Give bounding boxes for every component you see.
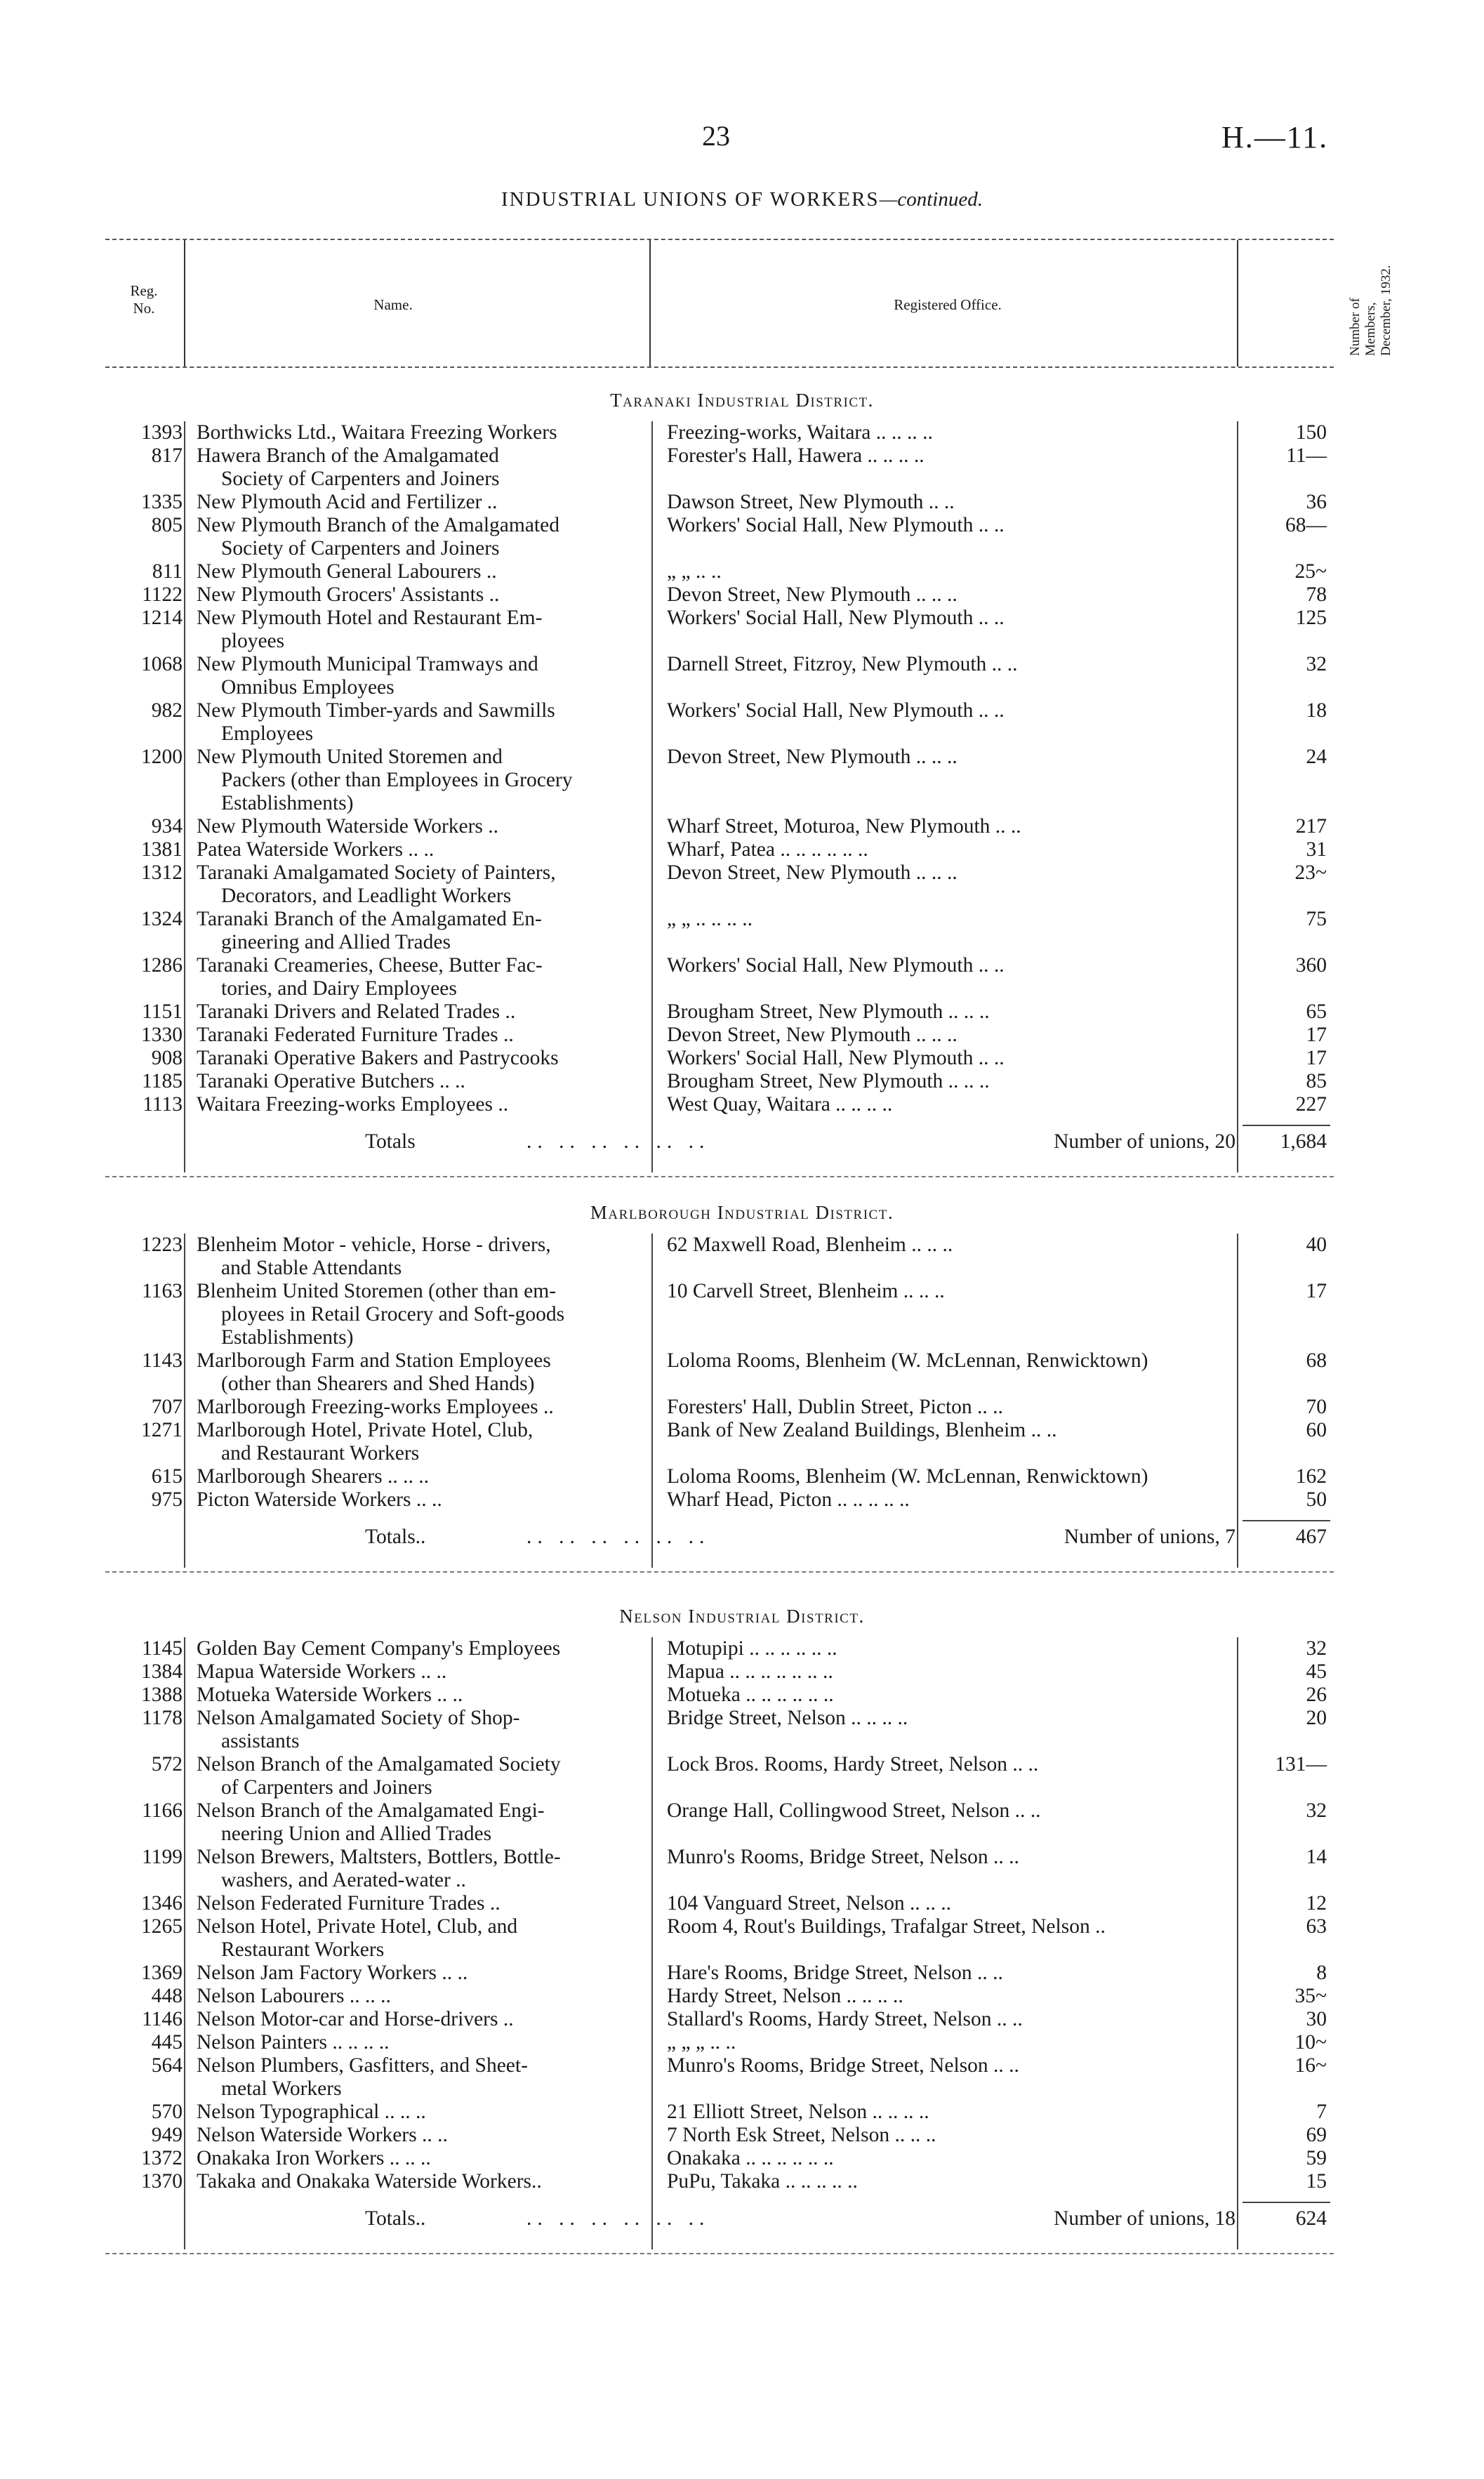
registered-office: 7 North Esk Street, Nelson .. .. .. [667, 2124, 936, 2146]
registered-office: Wharf, Patea .. .. .. .. .. .. [667, 838, 868, 861]
union-name-line: Nelson Waterside Workers .. .. [197, 2124, 448, 2146]
union-name [197, 1093, 639, 1116]
union-name [197, 1000, 639, 1024]
union-name-line: ployees [221, 630, 285, 652]
member-count: 125 [1295, 607, 1327, 629]
registered-office: Motueka .. .. .. .. .. .. [667, 1684, 834, 1706]
reg-number: 1312 [141, 861, 183, 884]
total-rule [1243, 1125, 1330, 1126]
registered-office: Brougham Street, New Plymouth .. .. .. [667, 1000, 990, 1023]
reg-number: 1122 [142, 583, 183, 606]
registered-office: Devon Street, New Plymouth .. .. .. [667, 861, 958, 884]
registered-office: „ „ .. .. [667, 560, 722, 583]
member-count: 85 [1306, 1070, 1327, 1092]
reg-number: 1369 [141, 1962, 183, 1984]
reg-number: 1388 [141, 1684, 183, 1706]
union-name-line: Taranaki Operative Butchers .. .. [197, 1070, 465, 1092]
member-count: 16~ [1294, 2054, 1327, 2077]
title-continued: —continued. [879, 188, 983, 211]
reg-number: 1372 [141, 2147, 183, 2169]
member-count: 17 [1306, 1047, 1327, 1069]
registered-office: Mapua .. .. .. .. .. .. .. [667, 1660, 833, 1683]
union-name-line: Employees [221, 722, 314, 745]
union-count: Number of unions, 18 [1054, 2207, 1235, 2230]
union-name-line: Onakaka Iron Workers .. .. .. [197, 2147, 431, 2169]
reg-number: 1113 [143, 1093, 183, 1116]
reg-number: 811 [152, 560, 183, 583]
union-name-line: Nelson Branch of the Amalgamated Society [197, 1753, 561, 1776]
member-count: 26 [1306, 1684, 1327, 1706]
union-name-line: Nelson Labourers .. .. .. [197, 1985, 391, 2007]
registered-office: Devon Street, New Plymouth .. .. .. [667, 1024, 958, 1046]
reg-number: 564 [151, 2054, 183, 2077]
union-name [197, 2008, 639, 2031]
union-name [197, 1280, 639, 1349]
totals-leader: .. .. .. .. .. .. [526, 2207, 710, 2230]
registered-office: Loloma Rooms, Blenheim (W. McLennan, Renwicktown) [667, 1349, 1148, 1372]
column-rule [1237, 1234, 1238, 1568]
column-rule [651, 421, 653, 1172]
union-name-line: Marlborough Shearers .. .. .. [197, 1465, 429, 1488]
registered-office: Forester's Hall, Hawera .. .. .. .. [667, 444, 925, 467]
totals-leader: .. .. .. .. .. .. [526, 1130, 710, 1153]
union-count: Number of unions, 7 [1064, 1526, 1235, 1548]
total-rule [1243, 1520, 1330, 1521]
registered-office: 21 Elliott Street, Nelson .. .. .. .. [667, 2101, 929, 2123]
registered-office: Workers' Social Hall, New Plymouth .. .. [667, 1047, 1005, 1069]
union-name-line: Nelson Federated Furniture Trades .. [197, 1892, 501, 1915]
reg-number: 1381 [141, 838, 183, 861]
reg-number: 1214 [141, 607, 183, 629]
member-count: 15 [1306, 2170, 1327, 2193]
reg-number: 1163 [142, 1280, 183, 1302]
union-name-line: metal Workers [221, 2077, 342, 2100]
totals-label: Totals [365, 1130, 416, 1153]
union-name-line: tories, and Dairy Employees [221, 977, 457, 1000]
union-name-line: Restaurant Workers [221, 1938, 385, 1961]
member-count: 23~ [1294, 861, 1327, 884]
registered-office: Workers' Social Hall, New Plymouth .. .. [667, 514, 1005, 536]
registered-office: „ „ .. .. .. .. [667, 908, 753, 930]
registered-office: Devon Street, New Plymouth .. .. .. [667, 746, 958, 768]
member-count: 32 [1306, 653, 1327, 675]
reg-number: 1145 [142, 1637, 183, 1660]
union-name [197, 954, 639, 1000]
reg-number: 1178 [142, 1707, 183, 1729]
union-name [197, 908, 639, 954]
registered-office: Workers' Social Hall, New Plymouth .. .. [667, 954, 1005, 977]
page-title [0, 188, 1484, 211]
registered-office: Munro's Rooms, Bridge Street, Nelson .. .. [667, 2054, 1019, 2077]
member-count: 36 [1306, 491, 1327, 513]
header-members: Number of Members, December, 1932. [1348, 265, 1393, 356]
district-heading: Taranaki Industrial District. [610, 390, 874, 411]
district-heading: Marlborough Industrial District. [590, 1202, 894, 1223]
union-name-line: Nelson Painters .. .. .. .. [197, 2031, 390, 2054]
union-name [197, 1846, 639, 1892]
column-rule [184, 1234, 185, 1568]
union-name-line: Patea Waterside Workers .. .. [197, 838, 435, 861]
reg-number: 908 [151, 1047, 183, 1069]
union-name-line: Borthwicks Ltd., Waitara Freezing Workers [197, 421, 557, 444]
union-name [197, 1799, 639, 1846]
registered-office: Foresters' Hall, Dublin Street, Picton .. .. [667, 1396, 1003, 1418]
union-name-line: Taranaki Creameries, Cheese, Butter Fac- [197, 954, 543, 977]
member-count: 60 [1306, 1419, 1327, 1441]
member-count: 217 [1295, 815, 1327, 838]
member-count: 18 [1306, 699, 1327, 722]
union-name [197, 2054, 639, 2101]
member-count: 50 [1306, 1488, 1327, 1511]
union-name [197, 699, 639, 746]
union-name-line: New Plymouth Timber-yards and Sawmills [197, 699, 555, 722]
reg-number: 1286 [141, 954, 183, 977]
column-rule [184, 421, 185, 1172]
reg-number: 1143 [142, 1349, 183, 1372]
union-name-line: Nelson Branch of the Amalgamated Engi- [197, 1799, 545, 1822]
reg-number: 1370 [141, 2170, 183, 2193]
union-name-line: neering Union and Allied Trades [221, 1823, 492, 1845]
totals-label: Totals.. [365, 1526, 426, 1548]
union-name-line: New Plymouth General Labourers .. [197, 560, 497, 583]
reg-number: 707 [151, 1396, 183, 1418]
union-name-line: Waitara Freezing-works Employees .. [197, 1093, 509, 1116]
union-name [197, 815, 639, 838]
member-count: 45 [1306, 1660, 1327, 1683]
union-name [197, 1419, 639, 1465]
reg-number: 1384 [141, 1660, 183, 1683]
registered-office: Loloma Rooms, Blenheim (W. McLennan, Renwicktown) [667, 1465, 1148, 1488]
member-count: 12 [1306, 1892, 1327, 1915]
registered-office: Brougham Street, New Plymouth .. .. .. [667, 1070, 990, 1092]
union-name [197, 653, 639, 699]
union-name [197, 1892, 639, 1915]
union-name [197, 1234, 639, 1280]
union-name-line: Taranaki Branch of the Amalgamated En- [197, 908, 542, 930]
member-count: 63 [1306, 1915, 1327, 1938]
member-count: 131— [1275, 1753, 1327, 1776]
union-name-line: Hawera Branch of the Amalgamated [197, 444, 499, 467]
district-heading: Nelson Industrial District. [619, 1606, 865, 1627]
reg-number: 1068 [141, 653, 183, 675]
column-rule [651, 1234, 653, 1568]
union-name-line: Nelson Plumbers, Gasfitters, and Sheet- [197, 2054, 528, 2077]
union-name [197, 560, 639, 583]
union-name-line: Packers (other than Employees in Grocery [221, 769, 573, 791]
union-name [197, 861, 639, 908]
section-divider [105, 2253, 1334, 2254]
member-count: 162 [1295, 1465, 1327, 1488]
page-number: 23 [702, 120, 730, 152]
union-name [197, 2124, 639, 2147]
union-name-line: Establishments) [221, 1326, 354, 1349]
totals-leader: .. .. .. .. .. .. [526, 1526, 710, 1548]
union-name-line: gineering and Allied Trades [221, 931, 451, 953]
union-name-line: Society of Carpenters and Joiners [221, 468, 500, 490]
union-name-line: New Plymouth Acid and Fertilizer .. [197, 491, 498, 513]
union-name-line: washers, and Aerated-water .. [221, 1869, 466, 1891]
registered-office: Workers' Social Hall, New Plymouth .. .. [667, 699, 1005, 722]
union-name-line: Marlborough Farm and Station Employees [197, 1349, 551, 1372]
union-name [197, 1985, 639, 2008]
title-main: INDUSTRIAL UNIONS OF WORKERS [501, 188, 880, 211]
registered-office: Bridge Street, Nelson .. .. .. .. [667, 1707, 908, 1729]
union-name-line: Nelson Jam Factory Workers .. .. [197, 1962, 468, 1984]
union-name-line: (other than Shearers and Shed Hands) [221, 1373, 535, 1395]
union-name-line: Marlborough Hotel, Private Hotel, Club, [197, 1419, 534, 1441]
total-members: 1,684 [1280, 1130, 1327, 1153]
union-name-line: of Carpenters and Joiners [221, 1776, 432, 1799]
reg-number: 1166 [142, 1799, 183, 1822]
reg-number: 975 [151, 1488, 183, 1511]
union-name-line: New Plymouth Municipal Tramways and [197, 653, 538, 675]
table-header [105, 239, 1393, 368]
registered-office: Freezing-works, Waitara .. .. .. .. [667, 421, 933, 444]
registered-office: West Quay, Waitara .. .. .. .. [667, 1093, 893, 1116]
member-count: 150 [1295, 421, 1327, 444]
registered-office: Workers' Social Hall, New Plymouth .. .. [667, 607, 1005, 629]
member-count: 10~ [1294, 2031, 1327, 2054]
union-name-line: Marlborough Freezing-works Employees .. [197, 1396, 554, 1418]
union-name [197, 583, 639, 607]
union-name [197, 1707, 639, 1753]
union-name [197, 2101, 639, 2124]
union-name-line: Taranaki Drivers and Related Trades .. [197, 1000, 516, 1023]
registered-office: Room 4, Rout's Buildings, Trafalgar Street, Nelson .. [667, 1915, 1106, 1938]
registered-office: „ „ „ .. .. [667, 2031, 736, 2054]
member-count: 68— [1285, 514, 1327, 536]
column-rule [1237, 421, 1238, 1172]
total-members: 624 [1295, 2207, 1327, 2230]
member-count: 75 [1306, 908, 1327, 930]
reg-number: 817 [151, 444, 183, 467]
registered-office: Orange Hall, Collingwood Street, Nelson .. .. [667, 1799, 1041, 1822]
union-name [197, 1684, 639, 1707]
column-rule [1237, 1637, 1238, 2249]
union-name-line: Blenheim United Storemen (other than em- [197, 1280, 557, 1302]
registered-office: 62 Maxwell Road, Blenheim .. .. .. [667, 1234, 953, 1256]
union-name-line: Nelson Brewers, Maltsters, Bottlers, Bottle- [197, 1846, 561, 1868]
union-name-line: Establishments) [221, 792, 354, 814]
union-name-line: Mapua Waterside Workers .. .. [197, 1660, 447, 1683]
reg-number: 982 [151, 699, 183, 722]
union-name [197, 1024, 639, 1047]
union-name-line: Blenheim Motor - vehicle, Horse - drivers, [197, 1234, 551, 1256]
document-reference: H.—11. [1221, 120, 1329, 154]
reg-number: 1185 [142, 1070, 183, 1092]
reg-number: 1346 [141, 1892, 183, 1915]
registered-office: Dawson Street, New Plymouth .. .. [667, 491, 955, 513]
total-rule [1243, 2202, 1330, 2203]
union-name [197, 1915, 639, 1962]
union-name [197, 2147, 639, 2170]
union-name-line: New Plymouth Waterside Workers .. [197, 815, 499, 838]
member-count: 8 [1316, 1962, 1327, 1984]
union-name [197, 514, 639, 560]
registered-office: 10 Carvell Street, Blenheim .. .. .. [667, 1280, 945, 1302]
member-count: 17 [1306, 1280, 1327, 1302]
union-name [197, 838, 639, 861]
registered-office: Munro's Rooms, Bridge Street, Nelson .. .. [667, 1846, 1019, 1868]
union-name [197, 1660, 639, 1684]
member-count: 31 [1306, 838, 1327, 861]
member-count: 7 [1316, 2101, 1327, 2123]
union-name-line: Golden Bay Cement Company's Employees [197, 1637, 561, 1660]
union-name-line: New Plymouth Grocers' Assistants .. [197, 583, 500, 606]
union-name [197, 1753, 639, 1799]
registered-office: Motupipi .. .. .. .. .. .. [667, 1637, 837, 1660]
registered-office: Wharf Street, Moturoa, New Plymouth .. .. [667, 815, 1021, 838]
union-name-line: and Stable Attendants [221, 1257, 402, 1279]
registered-office: PuPu, Takaka .. .. .. .. .. [667, 2170, 858, 2193]
union-name [197, 1047, 639, 1070]
union-name [197, 1396, 639, 1419]
reg-number: 949 [151, 2124, 183, 2146]
reg-number: 1223 [141, 1234, 183, 1256]
union-name [197, 746, 639, 815]
union-name [197, 2170, 639, 2193]
union-name [197, 1637, 639, 1660]
union-name-line: New Plymouth Branch of the Amalgamated [197, 514, 559, 536]
registered-office: Onakaka .. .. .. .. .. .. [667, 2147, 834, 2169]
registered-office: Devon Street, New Plymouth .. .. .. [667, 583, 958, 606]
reg-number: 1393 [141, 421, 183, 444]
reg-number: 448 [151, 1985, 183, 2007]
header-name: Name. [373, 296, 413, 313]
member-count: 78 [1306, 583, 1327, 606]
reg-number: 570 [151, 2101, 183, 2123]
registered-office: Darnell Street, Fitzroy, New Plymouth .. .. [667, 653, 1018, 675]
union-name-line: New Plymouth United Storemen and [197, 746, 503, 768]
reg-number: 1151 [142, 1000, 183, 1023]
reg-number: 1324 [141, 908, 183, 930]
reg-number: 1265 [141, 1915, 183, 1938]
union-name-line: Taranaki Amalgamated Society of Painters, [197, 861, 556, 884]
registered-office: Hardy Street, Nelson .. .. .. .. [667, 1985, 903, 2007]
union-name-line: Taranaki Operative Bakers and Pastrycooks [197, 1047, 559, 1069]
section-divider [105, 1176, 1334, 1177]
member-count: 65 [1306, 1000, 1327, 1023]
union-name [197, 1070, 639, 1093]
member-count: 32 [1306, 1637, 1327, 1660]
union-name-line: and Restaurant Workers [221, 1442, 420, 1465]
member-count: 24 [1306, 746, 1327, 768]
union-name-line: Nelson Typographical .. .. .. [197, 2101, 426, 2123]
union-name-line: Nelson Hotel, Private Hotel, Club, and [197, 1915, 518, 1938]
registered-office: Lock Bros. Rooms, Hardy Street, Nelson .. .. [667, 1753, 1039, 1776]
member-count: 227 [1295, 1093, 1327, 1116]
member-count: 35~ [1294, 1985, 1327, 2007]
reg-number: 805 [151, 514, 183, 536]
registered-office: Bank of New Zealand Buildings, Blenheim .. .. [667, 1419, 1057, 1441]
member-count: 20 [1306, 1707, 1327, 1729]
section-divider [105, 1571, 1334, 1573]
member-count: 30 [1306, 2008, 1327, 2030]
header-registered-office: Registered Office. [894, 296, 1002, 313]
member-count: 14 [1306, 1846, 1327, 1868]
member-count: 25~ [1294, 560, 1327, 583]
reg-number: 1330 [141, 1024, 183, 1046]
union-name [197, 444, 639, 491]
member-count: 59 [1306, 2147, 1327, 2169]
reg-number: 445 [151, 2031, 183, 2054]
union-name [197, 2031, 639, 2054]
union-name [197, 1465, 639, 1488]
header-reg-no: Reg. No. [130, 282, 158, 317]
union-name-line: Omnibus Employees [221, 676, 395, 699]
union-name [197, 421, 639, 444]
union-name-line: Picton Waterside Workers .. .. [197, 1488, 442, 1511]
member-count: 69 [1306, 2124, 1327, 2146]
union-name [197, 1349, 639, 1396]
union-name-line: Decorators, and Leadlight Workers [221, 885, 512, 907]
registered-office: Hare's Rooms, Bridge Street, Nelson .. .. [667, 1962, 1003, 1984]
column-rule [651, 1637, 653, 2249]
member-count: 32 [1306, 1799, 1327, 1822]
union-name-line: Society of Carpenters and Joiners [221, 537, 500, 560]
union-name [197, 607, 639, 653]
reg-number: 1200 [141, 746, 183, 768]
union-name [197, 491, 639, 514]
union-name-line: ployees in Retail Grocery and Soft-goods [221, 1303, 565, 1326]
member-count: 40 [1306, 1234, 1327, 1256]
registered-office: Stallard's Rooms, Hardy Street, Nelson .. .. [667, 2008, 1023, 2030]
union-name-line: Nelson Amalgamated Society of Shop- [197, 1707, 520, 1729]
member-count: 17 [1306, 1024, 1327, 1046]
reg-number: 1146 [142, 2008, 183, 2030]
totals-label: Totals.. [365, 2207, 426, 2230]
reg-number: 615 [151, 1465, 183, 1488]
union-count: Number of unions, 20 [1054, 1130, 1235, 1153]
reg-number: 1199 [142, 1846, 183, 1868]
reg-number: 572 [151, 1753, 183, 1776]
union-name [197, 1488, 639, 1512]
union-name-line: Motueka Waterside Workers .. .. [197, 1684, 463, 1706]
total-members: 467 [1295, 1526, 1327, 1548]
column-rule [184, 1637, 185, 2249]
union-name-line: Nelson Motor-car and Horse-drivers .. [197, 2008, 514, 2030]
member-count: 360 [1295, 954, 1327, 977]
union-name-line: New Plymouth Hotel and Restaurant Em- [197, 607, 543, 629]
member-count: 11— [1286, 444, 1327, 467]
union-name [197, 1962, 639, 1985]
member-count: 70 [1306, 1396, 1327, 1418]
registered-office: Wharf Head, Picton .. .. .. .. .. [667, 1488, 910, 1511]
union-name-line: assistants [221, 1730, 300, 1752]
reg-number: 934 [151, 815, 183, 838]
reg-number: 1271 [141, 1419, 183, 1441]
registered-office: 104 Vanguard Street, Nelson .. .. .. [667, 1892, 952, 1915]
member-count: 68 [1306, 1349, 1327, 1372]
union-name-line: Takaka and Onakaka Waterside Workers.. [197, 2170, 542, 2193]
reg-number: 1335 [141, 491, 183, 513]
union-name-line: Taranaki Federated Furniture Trades .. [197, 1024, 514, 1046]
